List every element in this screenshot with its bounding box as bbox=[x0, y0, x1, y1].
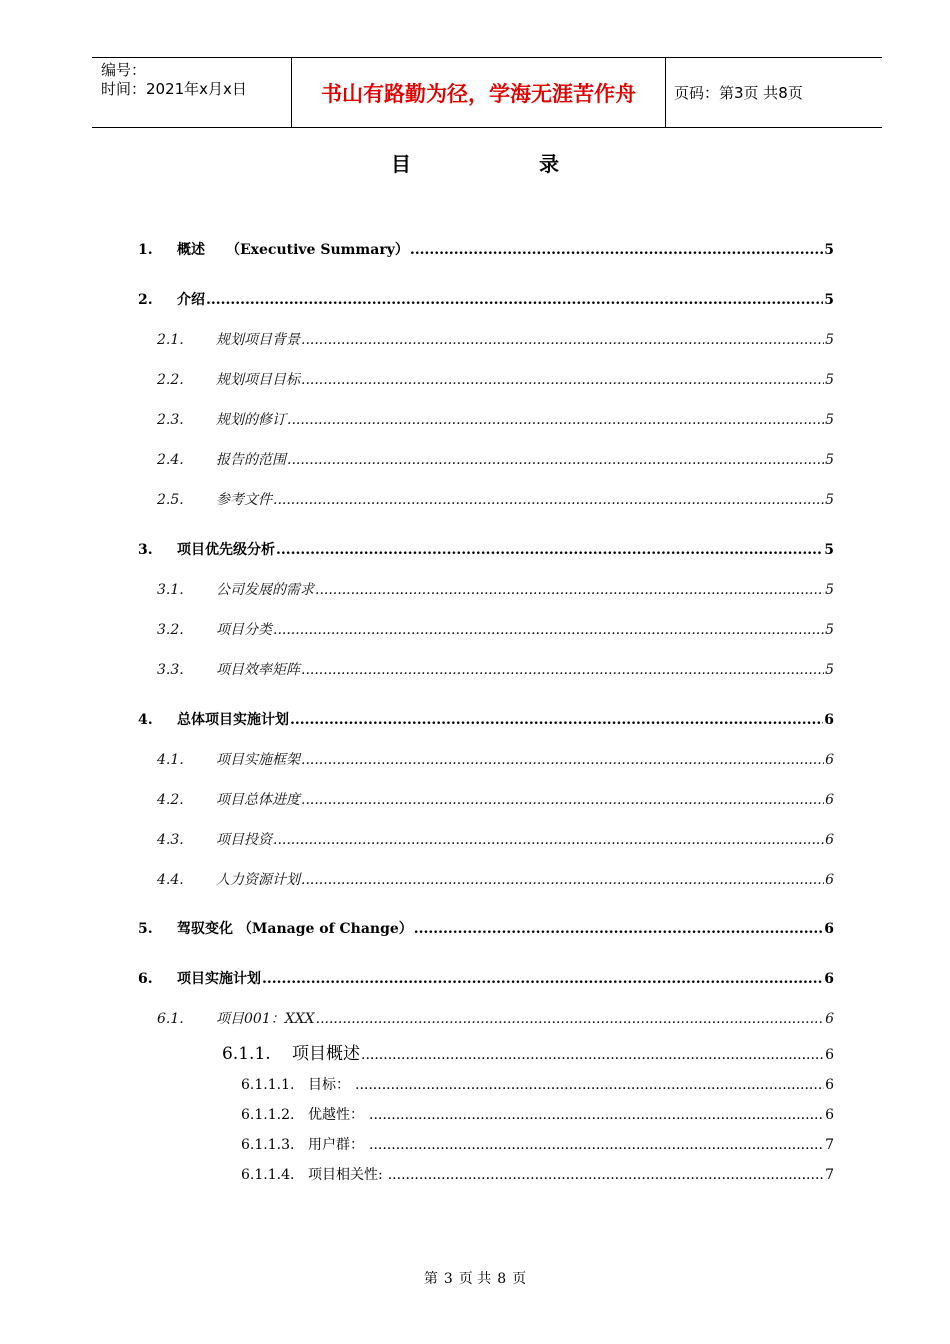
toc-leader-dots bbox=[301, 872, 824, 888]
toc-entry-page: 6 bbox=[825, 1107, 834, 1123]
toc-entry-page: 5 bbox=[825, 622, 834, 638]
toc-leader-dots bbox=[388, 1167, 824, 1183]
toc-entry-number: 3. bbox=[138, 542, 153, 558]
toc-entry-label: 规划项目目标 bbox=[216, 372, 300, 388]
toc-entry-label: 项目实施框架 bbox=[216, 752, 300, 768]
toc-entry-label: 规划的修订 bbox=[216, 412, 286, 428]
toc-entry-2-4[interactable] bbox=[157, 449, 834, 469]
toc-entry-number: 2.1. bbox=[157, 332, 184, 348]
toc-leader-dots bbox=[410, 242, 823, 258]
toc-entry-label: 项目001：XXX bbox=[216, 1011, 315, 1027]
toc-entry-6-1-1-3[interactable] bbox=[241, 1134, 834, 1154]
toc-entry-page: 5 bbox=[824, 292, 834, 308]
toc-entry-label: 概述 （Executive Summary） bbox=[177, 242, 409, 258]
toc-entry-number: 6.1.1.2. bbox=[241, 1107, 295, 1123]
toc-entry-page: 5 bbox=[825, 492, 834, 508]
toc-entry-label: 参考文件 bbox=[216, 492, 272, 508]
toc-entry-page: 6 bbox=[824, 712, 834, 728]
toc-entry-label: 公司发展的需求 bbox=[216, 582, 314, 598]
footer-total-pages: 8 bbox=[497, 1271, 507, 1287]
toc-entry-number: 6. bbox=[138, 971, 153, 987]
toc-entry-label: 总体项目实施计划 bbox=[177, 712, 289, 728]
footer-mid: 页 共 bbox=[458, 1271, 492, 1287]
toc-entry-1[interactable] bbox=[138, 239, 834, 259]
toc-entry-number: 4. bbox=[138, 712, 153, 728]
toc-entry-number: 6.1.1.1. bbox=[241, 1077, 295, 1093]
toc-entry-label: 介绍 bbox=[177, 292, 205, 308]
toc-entry-number: 6.1.1.4. bbox=[241, 1167, 295, 1183]
footer-page-number: 3 bbox=[443, 1271, 453, 1287]
page-footer bbox=[0, 1268, 950, 1288]
toc-entry-6-1-1-1[interactable] bbox=[241, 1074, 834, 1094]
toc-entry-3-1[interactable] bbox=[157, 579, 834, 599]
toc-entry-5[interactable] bbox=[138, 918, 834, 938]
toc-entry-label: 项目效率矩阵 bbox=[216, 662, 300, 678]
toc-entry-page: 6 bbox=[825, 872, 834, 888]
toc-entry-4-4[interactable] bbox=[157, 869, 834, 889]
toc-entry-label: 项目投资 bbox=[216, 832, 272, 848]
toc-leader-dots bbox=[262, 971, 823, 987]
toc-entry-page: 6 bbox=[825, 792, 834, 808]
toc-entry-number: 2.3. bbox=[157, 412, 184, 428]
toc-entry-page: 5 bbox=[825, 452, 834, 468]
toc-entry-2[interactable] bbox=[138, 289, 834, 309]
toc-leader-dots bbox=[273, 622, 824, 638]
toc-title-char-2: 录 bbox=[539, 152, 559, 176]
toc-entry-page: 6 bbox=[825, 1077, 834, 1093]
toc-entry-number: 4.4. bbox=[157, 872, 184, 888]
toc-entry-page: 5 bbox=[825, 662, 834, 678]
toc-entry-page: 5 bbox=[825, 372, 834, 388]
doc-number-label: 编号： bbox=[101, 61, 147, 79]
toc-entry-page: 6 bbox=[825, 832, 834, 848]
toc-leader-dots bbox=[316, 1011, 824, 1027]
toc-leader-dots bbox=[355, 1077, 824, 1093]
footer-prefix: 第 bbox=[423, 1271, 438, 1287]
toc-entry-label: 优越性： bbox=[308, 1107, 364, 1123]
toc-entry-label: 驾驭变化 （Manage of Change） bbox=[177, 921, 413, 937]
toc-entry-label: 用户群： bbox=[308, 1137, 364, 1153]
toc-entry-label: 项目实施计划 bbox=[177, 971, 261, 987]
toc-entry-label: 规划项目背景 bbox=[216, 332, 300, 348]
toc-leader-dots bbox=[369, 1137, 824, 1153]
toc-leader-dots bbox=[315, 582, 824, 598]
toc-entry-label: 项目优先级分析 bbox=[177, 542, 275, 558]
toc-entry-label: 项目总体进度 bbox=[216, 792, 300, 808]
toc-entry-number: 2.5. bbox=[157, 492, 184, 508]
toc-entry-label: 项目分类 bbox=[216, 622, 272, 638]
toc-entry-number: 3.3. bbox=[157, 662, 184, 678]
toc-entry-page: 7 bbox=[825, 1137, 834, 1153]
toc-leader-dots bbox=[301, 752, 824, 768]
toc-leader-dots bbox=[301, 662, 824, 678]
toc-leader-dots bbox=[287, 452, 824, 468]
toc-entry-4-3[interactable] bbox=[157, 829, 834, 849]
toc-entry-2-5[interactable] bbox=[157, 489, 834, 509]
toc-entry-3-2[interactable] bbox=[157, 619, 834, 639]
toc-title-char-1: 目 bbox=[391, 152, 411, 176]
toc-entry-2-2[interactable] bbox=[157, 369, 834, 389]
toc-entry-number: 3.1. bbox=[157, 582, 184, 598]
doc-time-label: 时间：2021年x月x日 bbox=[101, 80, 247, 98]
toc-entry-page: 6 bbox=[825, 1047, 834, 1063]
page-header bbox=[92, 57, 882, 128]
toc-entry-4-1[interactable] bbox=[157, 749, 834, 769]
toc-entry-label: 目标： bbox=[308, 1077, 350, 1093]
toc-entry-number: 4.2. bbox=[157, 792, 184, 808]
toc-leader-dots bbox=[369, 1107, 824, 1123]
toc-leader-dots bbox=[273, 492, 824, 508]
toc-title bbox=[0, 148, 950, 177]
toc-leader-dots bbox=[276, 542, 823, 558]
toc-entry-number: 2.2. bbox=[157, 372, 184, 388]
toc-entry-4[interactable] bbox=[138, 709, 834, 729]
toc-entry-4-2[interactable] bbox=[157, 789, 834, 809]
toc-leader-dots bbox=[414, 921, 823, 937]
toc-leader-dots bbox=[290, 712, 823, 728]
toc-entry-label: 项目概述 bbox=[292, 1044, 360, 1064]
toc-leader-dots bbox=[301, 332, 824, 348]
toc-entry-number: 6.1.1.3. bbox=[241, 1137, 295, 1153]
toc-entry-number: 1. bbox=[138, 242, 153, 258]
toc-entry-3-3[interactable] bbox=[157, 659, 834, 679]
toc-entry-page: 5 bbox=[825, 582, 834, 598]
toc-entry-label: 报告的范围 bbox=[216, 452, 286, 468]
toc-entry-number: 4.1. bbox=[157, 752, 184, 768]
toc-entry-number: 6.1.1. bbox=[222, 1044, 271, 1064]
toc-entry-page: 6 bbox=[824, 971, 834, 987]
toc-entry-6[interactable] bbox=[138, 968, 834, 988]
toc-entry-6-1[interactable] bbox=[157, 1008, 834, 1028]
footer-suffix: 页 bbox=[512, 1271, 527, 1287]
toc-leader-dots bbox=[287, 412, 824, 428]
toc-entry-number: 2. bbox=[138, 292, 153, 308]
toc-entry-6-1-1-2[interactable] bbox=[241, 1104, 834, 1124]
toc-entry-6-1-1[interactable] bbox=[222, 1039, 834, 1064]
toc-entry-page: 7 bbox=[825, 1167, 834, 1183]
toc-entry-page: 5 bbox=[825, 332, 834, 348]
toc-entry-number: 2.4. bbox=[157, 452, 184, 468]
toc-entry-page: 5 bbox=[825, 412, 834, 428]
toc-entry-3[interactable] bbox=[138, 539, 834, 559]
toc-leader-dots bbox=[301, 792, 824, 808]
toc-entry-page: 5 bbox=[824, 542, 834, 558]
toc-entry-label: 项目相关性: bbox=[308, 1167, 383, 1183]
header-page-info: 页码：第3页 共8页 bbox=[674, 84, 803, 102]
toc-leader-dots bbox=[361, 1047, 824, 1063]
toc-leader-dots bbox=[206, 292, 823, 308]
toc-entry-2-1[interactable] bbox=[157, 329, 834, 349]
toc-entry-6-1-1-4[interactable] bbox=[241, 1164, 834, 1184]
toc-entry-number: 6.1. bbox=[157, 1011, 184, 1027]
header-motto: 书山有路勤为径，学海无涯苦作舟 bbox=[292, 58, 666, 127]
toc-entry-page: 5 bbox=[824, 242, 834, 258]
toc-entry-number: 5. bbox=[138, 921, 153, 937]
header-meta bbox=[92, 58, 292, 127]
toc-entry-2-3[interactable] bbox=[157, 409, 834, 429]
toc-leader-dots bbox=[301, 372, 824, 388]
toc-entry-page: 6 bbox=[825, 1011, 834, 1027]
toc-entry-number: 4.3. bbox=[157, 832, 184, 848]
toc-entry-page: 6 bbox=[824, 921, 834, 937]
toc-entry-page: 6 bbox=[825, 752, 834, 768]
toc-entry-label: 人力资源计划 bbox=[216, 872, 300, 888]
toc-entry-number: 3.2. bbox=[157, 622, 184, 638]
toc-leader-dots bbox=[273, 832, 824, 848]
